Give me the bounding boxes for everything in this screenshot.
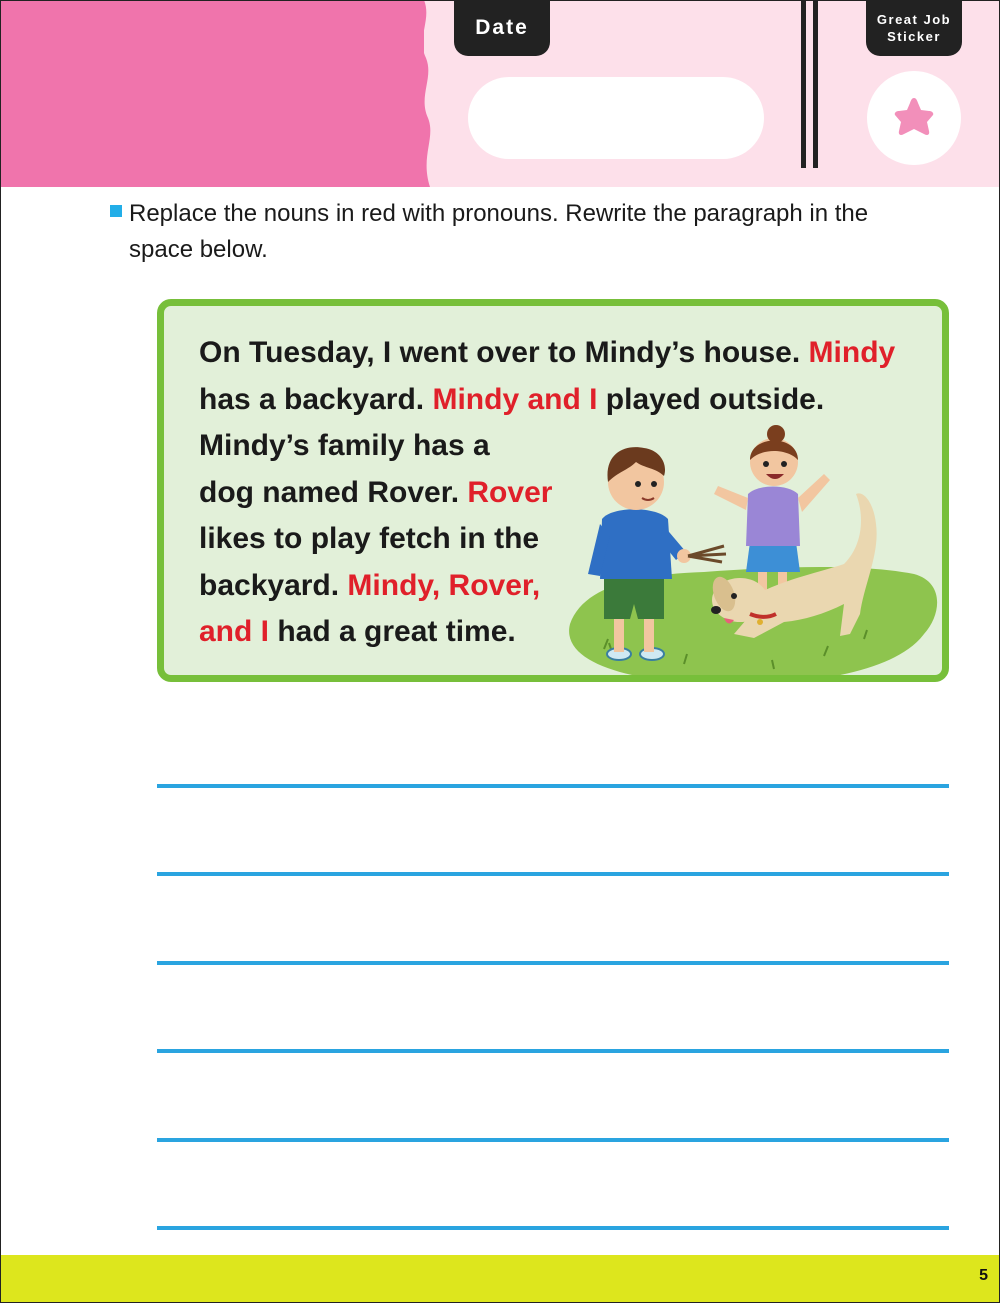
story-noun: and I xyxy=(199,615,270,648)
date-field[interactable] xyxy=(468,77,764,159)
story-segment: played outside. xyxy=(597,382,825,416)
header-divider-left xyxy=(801,0,806,168)
story-noun: Mindy xyxy=(808,336,896,369)
sticker-spot[interactable] xyxy=(867,71,961,165)
writing-line[interactable] xyxy=(157,872,949,876)
writing-line[interactable] xyxy=(157,961,949,965)
story-box xyxy=(157,299,949,682)
writing-line[interactable] xyxy=(157,1226,949,1230)
worksheet-header xyxy=(0,0,1000,187)
sticker-label-line2: Sticker xyxy=(887,29,941,44)
sticker-tab xyxy=(866,0,962,56)
header-pink-block xyxy=(0,0,424,187)
story-noun: Rover xyxy=(467,475,553,509)
header-divider-right xyxy=(813,0,818,168)
story-segment: backyard. xyxy=(199,568,348,602)
story-segment: has a backyard. xyxy=(199,382,433,416)
story-segment: Mindy’s family has a xyxy=(199,429,490,462)
sticker-label-line1: Great Job xyxy=(876,12,952,27)
date-label: Date xyxy=(475,16,529,39)
story-noun: Mindy, Rover, xyxy=(347,568,541,602)
kids-and-dog-illustration xyxy=(564,424,944,682)
star-icon xyxy=(891,95,937,141)
instruction-text: Replace the nouns in red with pronouns. Rewrite the paragraph in the space below. xyxy=(129,200,869,263)
torn-edge xyxy=(410,0,440,187)
story-segment: had a great time. xyxy=(269,615,516,648)
date-tab xyxy=(454,0,550,56)
story-noun: Mindy and I xyxy=(432,382,598,416)
page-footer xyxy=(0,1255,1000,1303)
story-segment: likes to play fetch in the xyxy=(199,522,540,555)
instruction-bullet xyxy=(110,205,122,217)
page-number: 5 xyxy=(979,1267,988,1284)
story-segment: dog named Rover. xyxy=(199,475,468,509)
story-segment: On Tuesday, I went over to Mindy’s house. xyxy=(199,336,809,369)
writing-line[interactable] xyxy=(157,1049,949,1053)
writing-line[interactable] xyxy=(157,784,949,788)
writing-line[interactable] xyxy=(157,1138,949,1142)
